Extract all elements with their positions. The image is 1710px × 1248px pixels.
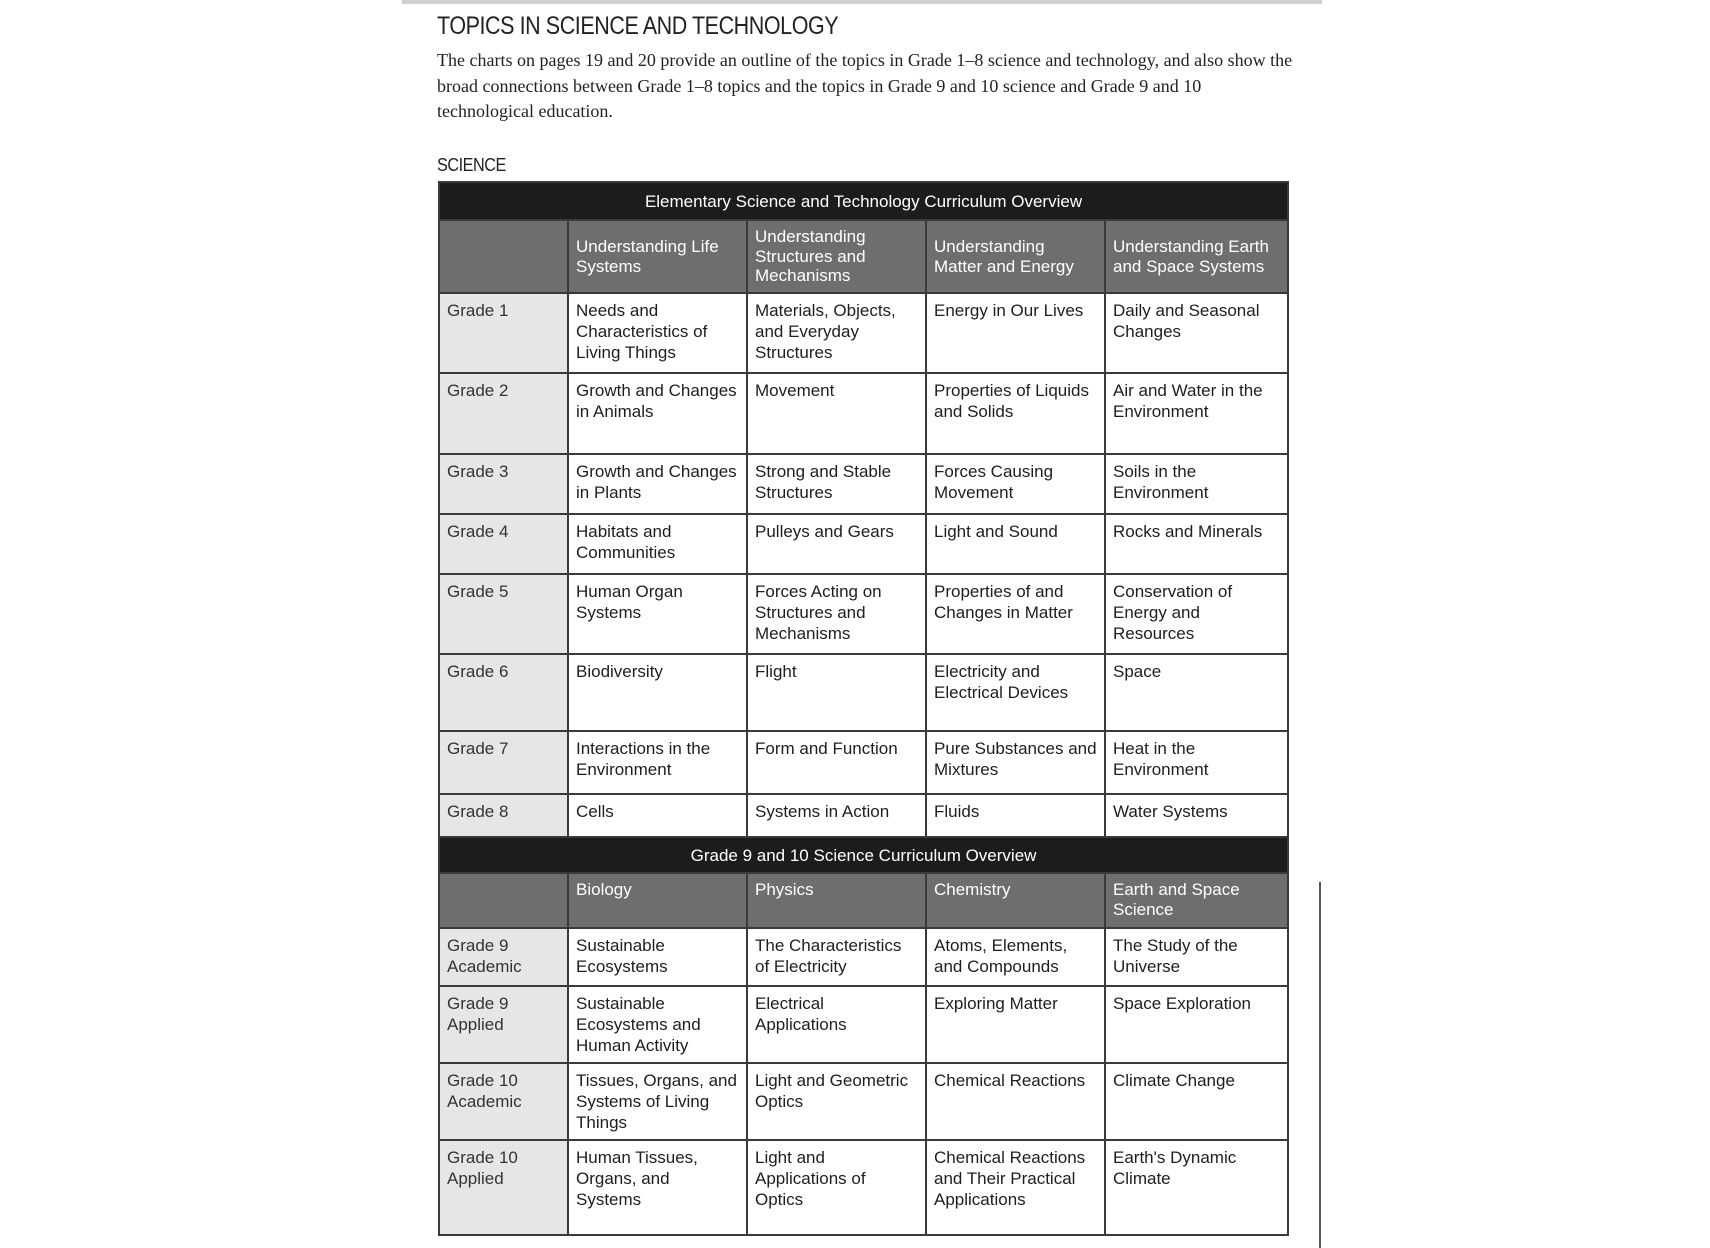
grade-level: Academic bbox=[447, 1092, 522, 1111]
grade-label: Grade 7 bbox=[439, 731, 568, 794]
table-cell: Light and Sound bbox=[926, 514, 1105, 574]
top-rule bbox=[402, 0, 1322, 4]
table-cell: Water Systems bbox=[1105, 794, 1288, 837]
secondary-section bbox=[439, 837, 1288, 1235]
header-corner bbox=[439, 220, 568, 293]
table-row bbox=[439, 1063, 1288, 1140]
table-cell: Pure Substances and Mixtures bbox=[926, 731, 1105, 794]
table-cell: Climate Change bbox=[1105, 1063, 1288, 1140]
table-cell: Forces Causing Movement bbox=[926, 454, 1105, 514]
intro-paragraph: The charts on pages 19 and 20 provide an outline of the topics in Grade 1–8 science and technology, and also show the broad connections between Grade 1–8 topics and the topics in Grade 9 and 10 science and Grade 9 and 10 technological education. bbox=[437, 50, 1293, 121]
table-cell: Light and Geometric Optics bbox=[747, 1063, 926, 1140]
table-cell: Habitats and Communities bbox=[568, 514, 747, 574]
grade-label: Grade 1 bbox=[439, 293, 568, 373]
elementary-section bbox=[439, 182, 1288, 837]
table-cell: Electrical Applications bbox=[747, 986, 926, 1063]
table-row bbox=[439, 293, 1288, 373]
table-row bbox=[439, 574, 1288, 654]
grade-label: Grade 5 bbox=[439, 574, 568, 654]
elementary-header-row bbox=[439, 220, 1288, 293]
table-row bbox=[439, 373, 1288, 454]
section-label: SCIENCE bbox=[437, 155, 506, 175]
table-cell: Heat in the Environment bbox=[1105, 731, 1288, 794]
header-corner bbox=[439, 873, 568, 928]
header-matter-energy: Understanding Matter and Energy bbox=[926, 220, 1105, 293]
header-biology: Biology bbox=[568, 873, 747, 928]
grade-number: Grade 9 bbox=[447, 936, 509, 955]
table-cell: Space Exploration bbox=[1105, 986, 1288, 1063]
table-cell: Form and Function bbox=[747, 731, 926, 794]
table-cell: Human Organ Systems bbox=[568, 574, 747, 654]
table-cell: Materials, Objects, and Everyday Structures bbox=[747, 293, 926, 373]
table-cell: Cells bbox=[568, 794, 747, 837]
header-physics: Physics bbox=[747, 873, 926, 928]
table-cell: Space bbox=[1105, 654, 1288, 731]
table-row bbox=[439, 514, 1288, 574]
table-cell: Chemical Reactions bbox=[926, 1063, 1105, 1140]
table-row bbox=[439, 454, 1288, 514]
secondary-title-row bbox=[439, 837, 1288, 873]
secondary-overview-title: Grade 9 and 10 Science Curriculum Overview bbox=[439, 837, 1288, 873]
header-structures-mechanisms: Understanding Structures and Mechanisms bbox=[747, 220, 926, 293]
table-cell: Flight bbox=[747, 654, 926, 731]
table-cell: Forces Acting on Structures and Mechanisms bbox=[747, 574, 926, 654]
table-cell: Properties of and Changes in Matter bbox=[926, 574, 1105, 654]
table-cell: Atoms, Elements, and Compounds bbox=[926, 928, 1105, 986]
table-row bbox=[439, 654, 1288, 731]
table-cell: Chemical Reactions and Their Practical Applications bbox=[926, 1140, 1105, 1235]
grade-label bbox=[439, 1063, 568, 1140]
secondary-header-row bbox=[439, 873, 1288, 928]
table-cell: Human Tissues, Organs, and Systems bbox=[568, 1140, 747, 1235]
table-cell: Sustainable Ecosystems and Human Activity bbox=[568, 986, 747, 1063]
table-cell: Earth's Dynamic Climate bbox=[1105, 1140, 1288, 1235]
table-cell: Fluids bbox=[926, 794, 1105, 837]
table-cell: Growth and Changes in Plants bbox=[568, 454, 747, 514]
table-cell: Biodiversity bbox=[568, 654, 747, 731]
table-cell: Exploring Matter bbox=[926, 986, 1105, 1063]
grade-number: Grade 10 bbox=[447, 1071, 518, 1090]
table-cell: Daily and Seasonal Changes bbox=[1105, 293, 1288, 373]
elementary-title-row bbox=[439, 182, 1288, 220]
grade-label: Grade 4 bbox=[439, 514, 568, 574]
header-earth-space-science: Earth and Space Science bbox=[1105, 873, 1288, 928]
grade-level: Applied bbox=[447, 1169, 504, 1188]
table-row bbox=[439, 731, 1288, 794]
table-row bbox=[439, 794, 1288, 837]
table-cell: Soils in the Environment bbox=[1105, 454, 1288, 514]
table-row bbox=[439, 928, 1288, 986]
table-row bbox=[439, 1140, 1288, 1235]
table-cell: Rocks and Minerals bbox=[1105, 514, 1288, 574]
margin-rule bbox=[1319, 882, 1321, 1248]
table-cell: Light and Applications of Optics bbox=[747, 1140, 926, 1235]
elementary-overview-title: Elementary Science and Technology Curriculum Overview bbox=[439, 182, 1288, 220]
grade-number: Grade 10 bbox=[447, 1148, 518, 1167]
page-title: TOPICS IN SCIENCE AND TECHNOLOGY bbox=[437, 12, 839, 40]
table-cell: Pulleys and Gears bbox=[747, 514, 926, 574]
table-cell: Needs and Characteristics of Living Things bbox=[568, 293, 747, 373]
table-cell: Growth and Changes in Animals bbox=[568, 373, 747, 454]
header-life-systems: Understanding Life Systems bbox=[568, 220, 747, 293]
grade-label bbox=[439, 986, 568, 1063]
grade-label bbox=[439, 928, 568, 986]
grade-label: Grade 2 bbox=[439, 373, 568, 454]
table-cell: Conservation of Energy and Resources bbox=[1105, 574, 1288, 654]
table-cell: Energy in Our Lives bbox=[926, 293, 1105, 373]
table-cell: Tissues, Organs, and Systems of Living Things bbox=[568, 1063, 747, 1140]
grade-label: Grade 6 bbox=[439, 654, 568, 731]
table-cell: Movement bbox=[747, 373, 926, 454]
table-cell: Interactions in the Environment bbox=[568, 731, 747, 794]
table-cell: The Characteristics of Electricity bbox=[747, 928, 926, 986]
table-cell: Electricity and Electrical Devices bbox=[926, 654, 1105, 731]
table-cell: Properties of Liquids and Solids bbox=[926, 373, 1105, 454]
table-cell: Systems in Action bbox=[747, 794, 926, 837]
grade-level: Academic bbox=[447, 957, 522, 976]
header-chemistry: Chemistry bbox=[926, 873, 1105, 928]
header-earth-space-systems: Understanding Earth and Space Systems bbox=[1105, 220, 1288, 293]
grade-number: Grade 9 bbox=[447, 994, 509, 1013]
grade-label bbox=[439, 1140, 568, 1235]
table-cell: The Study of the Universe bbox=[1105, 928, 1288, 986]
grade-level: Applied bbox=[447, 1015, 504, 1034]
curriculum-table bbox=[438, 181, 1289, 1236]
grade-label: Grade 8 bbox=[439, 794, 568, 837]
grade-label: Grade 3 bbox=[439, 454, 568, 514]
table-row bbox=[439, 986, 1288, 1063]
table-cell: Sustainable Ecosystems bbox=[568, 928, 747, 986]
table-cell: Strong and Stable Structures bbox=[747, 454, 926, 514]
table-cell: Air and Water in the Environment bbox=[1105, 373, 1288, 454]
